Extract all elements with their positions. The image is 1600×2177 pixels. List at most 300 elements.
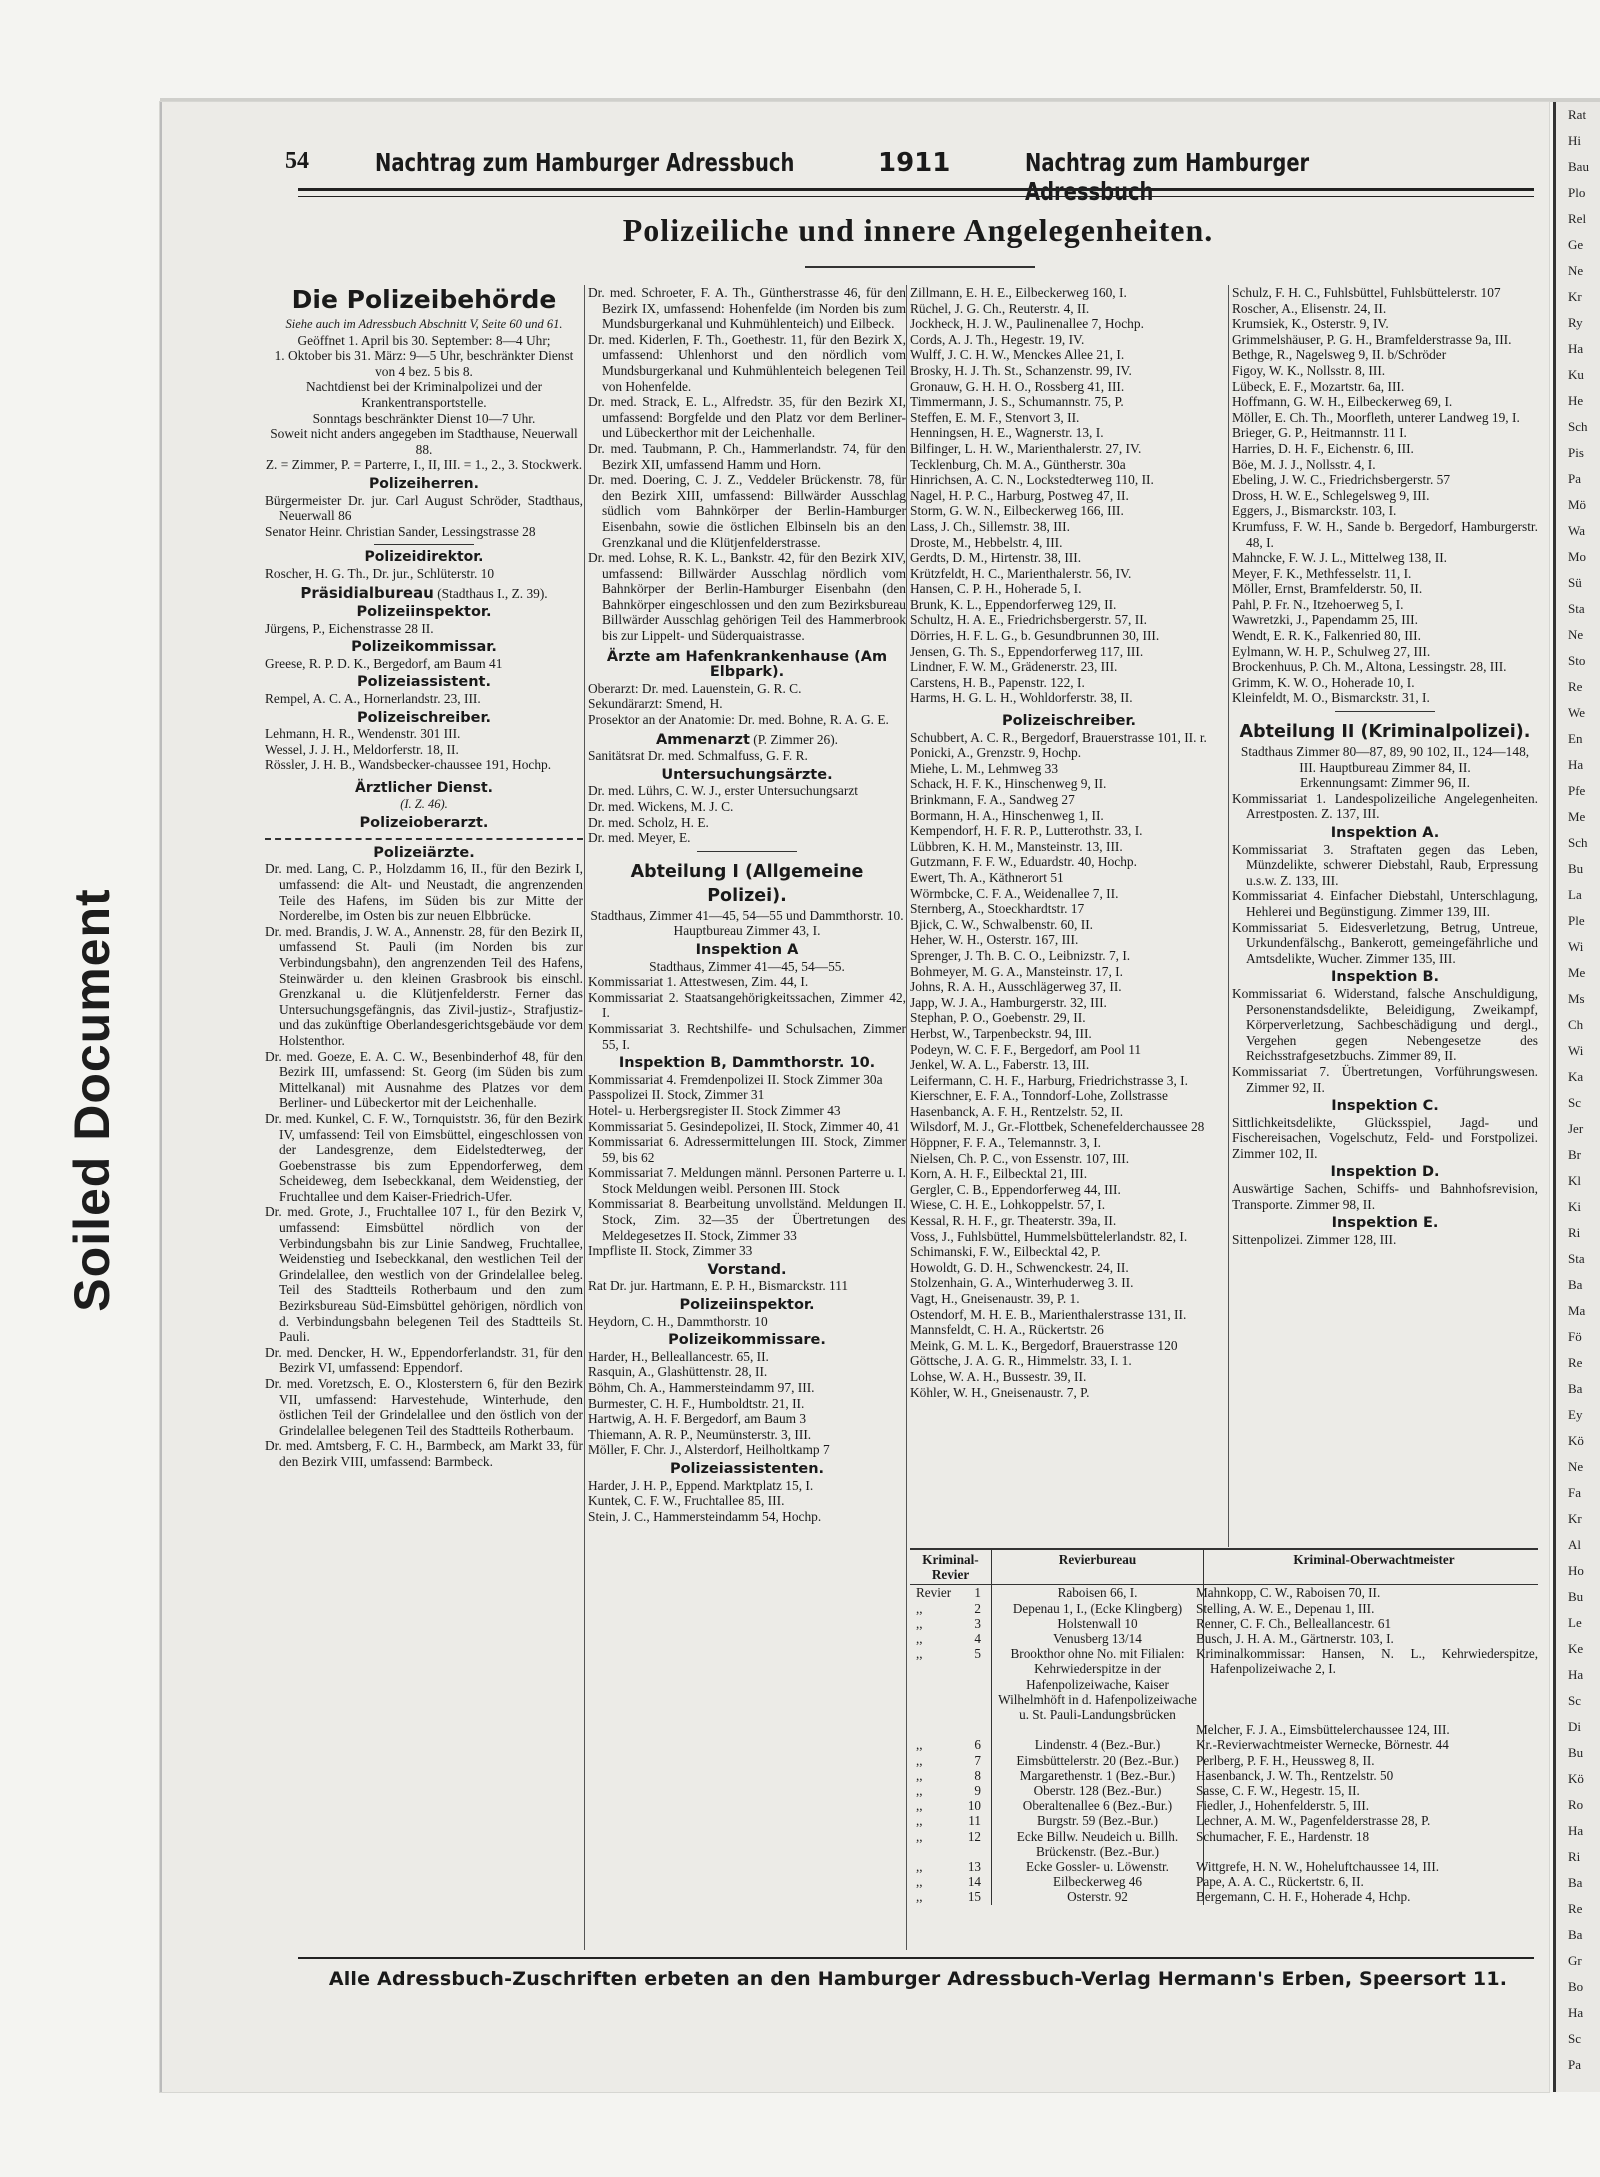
- revier-label: ,,: [916, 1615, 923, 1631]
- revier-number: 7: [974, 1752, 981, 1768]
- list-item: Göttsche, J. A. G. R., Himmelstr. 33, I. 1.: [910, 1353, 1132, 1369]
- title-rule: [805, 266, 1035, 268]
- list-item: Dr. med. Brandis, J. W. A., Annenstr. 28, für den Bezirk II, umfassend St. Pauli (im Norden bis zur Verbindungsbahn), den angrenzenden Teil des Hafens, Steinwärder u. den kleinen Grasbrook bis einschl. Grenzkanal u. die Klütjenfelderstr. Ferner das Untersuchungsgefängnis, das Zivil-justiz-, Strafjustiz- und das zukünftige Oberlandesgerichtsgebäude vor dem Holstenthor.: [265, 923, 583, 1048]
- next-page-fragment: Br: [1568, 1147, 1581, 1162]
- next-page-fragment: Ry: [1568, 315, 1583, 330]
- list-item: Passpolizei II. Stock, Zimmer 31: [588, 1087, 765, 1103]
- subheading: Vorstand.: [707, 1261, 787, 1278]
- revier-label: Revier: [916, 1585, 952, 1601]
- revier-cell: [910, 1616, 992, 1631]
- next-page-fragment: Re: [1568, 679, 1583, 694]
- list-item: Brosky, H. J. Th. St., Schanzenstr. 99, IV.: [910, 362, 1132, 378]
- subheading: Polizeidirektor.: [364, 549, 484, 566]
- subheading: Polizeikommissare.: [668, 1332, 826, 1349]
- next-page-fragment: Kr: [1568, 289, 1582, 304]
- column-divider: [1228, 285, 1229, 1547]
- list-item: Gronauw, G. H. H. O., Rossberg 41, III.: [910, 378, 1125, 394]
- next-page-fragment: Ba: [1568, 1381, 1583, 1396]
- entry: Greese, R. P. D. K., Bergedorf, am Baum 41: [265, 655, 503, 671]
- subheading: Inspektion B.: [1331, 969, 1439, 986]
- list-item: Dr. med. Scholz, H. E.: [588, 814, 709, 830]
- revier-number: 14: [967, 1874, 981, 1890]
- table-row: [910, 1753, 1538, 1768]
- list-item: Dr. med. Wickens, M. J. C.: [588, 799, 734, 814]
- list-item: Dr. med. Goeze, E. A. C. W., Besenbinderhof 48, für den Bezirk III, umfassend: St. Georg (im Süden bis zum Mittelkanal) mit Ausnahme des Platzes vor dem Berliner- und Lübeckertor mit der Leichenhalle.: [265, 1048, 583, 1111]
- entry-list: [1232, 285, 1538, 706]
- list-item: Nielsen, Ch. P. C., von Essenstr. 107, III.: [910, 1150, 1130, 1166]
- next-page-fragment: Bu: [1568, 1589, 1584, 1604]
- list-item: Kommissariat 3. Rechtshilfe- und Schulsachen, Zimmer 55, I.: [588, 1020, 906, 1052]
- next-page-fragment: Kö: [1568, 1771, 1584, 1786]
- running-title-left: Nachtrag zum Hamburger Adressbuch: [375, 148, 795, 177]
- next-page-fragment: Re: [1568, 1355, 1583, 1370]
- subheading: Ammenarzt: [655, 731, 750, 748]
- list-item: Meyer, F. K., Methfesselstr. 11, I.: [1232, 565, 1412, 581]
- next-page-fragment: Ri: [1568, 1849, 1581, 1864]
- list-item: Gutzmann, F. F. W., Eduardstr. 40, Hochp.: [910, 854, 1137, 870]
- list-item: Sprenger, J. Th. B. C. O., Leibnizstr. 7, I.: [910, 947, 1131, 963]
- list-item: Howoldt, G. D. H., Schwenckestr. 24, II.: [910, 1259, 1129, 1275]
- bureau-cell: Osterstr. 92: [992, 1889, 1204, 1904]
- list-item: Sternberg, A., Stoeckhardtstr. 17: [910, 901, 1085, 917]
- next-page-fragment: Sü: [1568, 575, 1582, 590]
- location-note: (Stadthaus I., Z. 39).: [437, 585, 548, 601]
- list-item: Wawretzki, J., Papendamm 25, III.: [1232, 612, 1418, 628]
- list-item: Dross, H. W. E., Schlegelsweg 9, III.: [1232, 487, 1430, 503]
- list-item: Ostendorf, M. H. E. B., Marienthalerstrasse 131, II.: [910, 1306, 1187, 1322]
- revier-cell: [910, 1737, 992, 1752]
- entry-list: [910, 730, 1228, 1401]
- list-item: Nachtdienst bei der Kriminalpolizei und der Krankentransportstelle.: [305, 379, 543, 410]
- subheading: Inspektion C.: [1331, 1098, 1439, 1115]
- list-item: Eylmann, W. H. P., Schulweg 27, III.: [1232, 643, 1431, 659]
- next-page-fragment: Ha: [1568, 1667, 1584, 1682]
- next-page-fragment: Ge: [1568, 237, 1584, 252]
- list-item: Kommissariat 7. Meldungen männl. Personen Parterre u. I. Stock Meldungen weibl. Personen III. Stock: [588, 1165, 906, 1196]
- next-page-fragment: Hi: [1568, 133, 1581, 148]
- next-page-fragment: Bo: [1568, 1979, 1584, 1994]
- list-item: Harms, H. G. L. H., Wohldorferstr. 38, II.: [910, 690, 1133, 706]
- list-item: Kempendorf, H. F. R. P., Lutterothstr. 33, I.: [910, 823, 1143, 839]
- subheading: Polizeiassistenten.: [669, 1460, 825, 1477]
- list-item: Kommissariat 5. Gesindepolizei, II. Stock, Zimmer 40, 41: [588, 1118, 900, 1134]
- list-item: Kommissariat 7. Übertretungen, Vorführungswesen. Zimmer 92, II.: [1232, 1063, 1538, 1095]
- list-item: Bohmeyer, M. G. A., Mansteinstr. 17, I.: [910, 963, 1123, 979]
- list-item: Cords, A. J. Th., Hegestr. 19, IV.: [910, 331, 1085, 347]
- subheading: Inspektion A: [695, 941, 799, 958]
- entry-list: [265, 493, 583, 540]
- subheading: Polizeikommissar.: [351, 639, 497, 656]
- header-year: 1911: [878, 148, 951, 178]
- subheading: Polizeiärzte.: [373, 844, 475, 861]
- revier-cell: [910, 1889, 992, 1904]
- entry: Jürgens, P., Eichenstrasse 28 II.: [265, 620, 434, 636]
- list-item: Dr. med. Grote, J., Fruchtallee 107 I., für den Bezirk V, umfassend: Eimsbüttel nördlich von der Verbindungsbahn bis zur Linie Sandweg, Fruchtallee, Weidenstieg und Isebeckkanal, den westlichen Teil der Grindelallee, den westlich von der Grindelallee beleg. Teil des Stadtteils Rotherbaum und den zum Bezirksbureau Süd-Eimsbüttel gehörigen, nördlich von d. Verbindungsbahn belegenen Teil des Stadtteils St. Pauli.: [265, 1204, 583, 1345]
- list-item: Lehmann, H. R., Wendenstr. 301 III.: [265, 726, 461, 742]
- list-item: Krumfuss, F. W. H., Sande b. Bergedorf, Hamburgerstr. 48, I.: [1232, 518, 1538, 550]
- list-item: Kommissariat 3. Straftaten gegen das Leben, Münzdelikte, schwerer Diebstahl, Raub, Erpressung u.s.w. Z. 133, III.: [1232, 841, 1538, 888]
- table-row: [910, 1813, 1538, 1828]
- list-item: Dr. med. Voretzsch, E. O., Klosterstern 6, für den Bezirk VII, umfassend: Harvestehude, Winterhude, den östlichen Teil der Grindelallee und den östlich von der Grindelallee belegenen Teil des Stadtteils Rotherbaum.: [265, 1376, 583, 1438]
- subheading: Polizeischreiber.: [1001, 713, 1137, 730]
- entry: Sanitätsrat Dr. med. Schmalfuss, G. F. R.: [588, 748, 808, 764]
- oberwachtmeister-cell: Melcher, F. J. A., Eimsbüttelerchaussee 124, III.: [1196, 1722, 1450, 1738]
- subheading: Polizeioberarzt.: [359, 815, 489, 832]
- list-item: Jockheck, H. J. W., Paulinenallee 7, Hochp.: [910, 316, 1144, 332]
- next-page-fragment: Ha: [1568, 341, 1584, 356]
- next-page-fragment: Me: [1568, 965, 1586, 980]
- next-page-fragment: Sto: [1568, 653, 1586, 668]
- bureau-cell: [992, 1722, 1204, 1737]
- oberwachtmeister-cell: Fiedler, J., Hohenfelderstr. 5, III.: [1196, 1798, 1370, 1814]
- next-page-fragment: We: [1568, 705, 1585, 720]
- subheading: Inspektion A.: [1330, 825, 1440, 841]
- list-item: Kommissariat 8. Bearbeitung unvollständ. Meldungen II. Stock, Zim. 32—35 der Übertretungen des Meldegesetzes II. Stock, Zimmer 33: [588, 1196, 906, 1243]
- list-item: Miehe, L. M., Lehmweg 33: [910, 760, 1059, 776]
- list-item: Kommissariat 5. Eidesverletzung, Betrug, Untreue, Urkundenfälschg., Bankerott, gemeingefährliche und Amtsdelikte, Wucher. Zimmer 135, III.: [1232, 919, 1538, 966]
- list-item: Dörries, H. F. L. G., b. Gesundbrunnen 30, III.: [910, 628, 1160, 644]
- list-item: Dr. med. Lührs, C. W. J., erster Untersuchungsarzt: [588, 783, 858, 799]
- next-page-fragment: Kr: [1568, 1511, 1582, 1526]
- list-item: Bormann, H. A., Hinschenweg 1, II.: [910, 807, 1104, 823]
- column-header: Kriminal-Revier: [910, 1550, 992, 1585]
- list-item: Schubbert, A. C. R., Bergedorf, Brauerstrasse 101, II. r.: [910, 729, 1207, 745]
- list-item: Krützfeldt, H. C., Marienthalerstr. 56, IV.: [910, 565, 1132, 581]
- revier-number: 4: [974, 1631, 981, 1647]
- list-item: Wulff, J. C. H. W., Menckes Allee 21, I.: [910, 347, 1125, 363]
- subheading: Polizeiherren.: [369, 475, 479, 492]
- next-page-fragment: Mo: [1568, 549, 1587, 564]
- oberwachtmeister-cell: Busch, J. H. A. M., Gärtnerstr. 103, I.: [1196, 1631, 1394, 1647]
- list-item: Bethge, R., Nagelsweg 9, II. b/Schröder: [1232, 347, 1447, 363]
- list-item: Mannsfeldt, C. H. A., Rückertstr. 26: [910, 1322, 1104, 1338]
- list-item: Rössler, J. H. B., Wandsbecker-chaussee 191, Hochp.: [265, 757, 552, 773]
- list-item: Höppner, F. F. A., Telemannstr. 3, I.: [910, 1135, 1102, 1151]
- list-item: Krumsiek, K., Osterstr. 9, IV.: [1232, 316, 1389, 332]
- next-page-fragment: Pa: [1568, 471, 1581, 486]
- page-number: 54: [285, 148, 309, 174]
- revier-table: [910, 1548, 1538, 1905]
- list-item: Dr. med. Meyer, E.: [588, 830, 691, 846]
- list-item: Soweit nicht anders angegeben im Stadthause, Neuerwall 88.: [270, 426, 578, 457]
- oberwachtmeister-cell: Hasenbanck, J. W. Th., Rentzelstr. 50: [1196, 1767, 1394, 1783]
- oberwachtmeister-cell: Kriminalkommissar: Hansen, N. L., Kehrwiederspitze, Hafenpolizeiwache 2, I.: [1196, 1646, 1538, 1677]
- list-item: Pahl, P. Fr. N., Itzehoerweg 5, I.: [1232, 596, 1404, 612]
- next-page-fragment: Le: [1568, 1615, 1582, 1630]
- list-item: Brieger, G. P., Heitmannstr. 11 I.: [1232, 425, 1407, 441]
- list-item: 1. Oktober bis 31. März: 9—5 Uhr, beschränkter Dienst von 4 bez. 5 bis 8.: [274, 348, 574, 379]
- next-page-fragment: Ha: [1568, 1823, 1584, 1838]
- next-page-fragment: Wi: [1568, 1043, 1584, 1058]
- entry-list: [588, 974, 906, 1052]
- bureau-cell: Holstenwall 10: [992, 1616, 1204, 1631]
- list-item: Wilsdorf, M. J., Gr.-Flottbek, Schenefelderchaussee 28: [910, 1119, 1205, 1135]
- list-item: Lindner, F. W. M., Grädenerstr. 23, III.: [910, 659, 1118, 675]
- entry-list: [265, 861, 583, 1469]
- table-row: [910, 1798, 1538, 1813]
- table-row: [910, 1859, 1538, 1874]
- list-item: Podeyn, W. C. F. F., Bergedorf, am Pool 11: [910, 1041, 1142, 1057]
- revier-label: ,,: [916, 1783, 923, 1799]
- revier-number: 15: [967, 1889, 981, 1905]
- next-page-fragment: Pfe: [1568, 783, 1586, 798]
- divider: [1335, 711, 1435, 712]
- list-item: Rasquin, A., Glashüttenstr. 28, II.: [588, 1364, 768, 1380]
- next-page-fragment: Jer: [1568, 1121, 1584, 1136]
- list-item: Ebeling, J. W. C., Friedrichsbergerstr. 57: [1232, 472, 1451, 488]
- revier-label: ,,: [916, 1874, 923, 1890]
- revier-cell: [910, 1646, 992, 1722]
- table-row: [910, 1737, 1538, 1752]
- list-item: Stein, J. C., Hammersteindamm 54, Hochp.: [588, 1508, 822, 1524]
- next-page-fragment: Pis: [1568, 445, 1584, 460]
- revier-number: 6: [974, 1737, 981, 1753]
- next-page-fragment: Ho: [1568, 1563, 1584, 1578]
- list-item: Dr. med. Dencker, H. W., Eppendorferlandstr. 31, für den Bezirk VI, umfassend: Eppendorf.: [265, 1344, 583, 1376]
- list-item: Burmester, C. H. F., Humboldtstr. 21, II.: [588, 1395, 805, 1411]
- list-item: Stephan, P. O., Goebenstr. 29, II.: [910, 1010, 1086, 1026]
- list-item: Eggers, J., Bismarckstr. 103, I.: [1232, 503, 1397, 519]
- list-item: Möller, F. Chr. J., Alsterdorf, Heilholtkamp 7: [588, 1442, 830, 1458]
- revier-cell: [910, 1798, 992, 1813]
- table-row: [910, 1722, 1538, 1737]
- column-2: [588, 285, 906, 1524]
- list-item: Nagel, H. P. C., Harburg, Postweg 47, II.: [910, 487, 1129, 503]
- oberwachtmeister-cell: Wittgrefe, H. N. W., Hoheluftchaussee 14, III.: [1196, 1859, 1440, 1875]
- table-row: [910, 1631, 1538, 1646]
- next-page-fragment: Ba: [1568, 1927, 1583, 1942]
- list-item: Jenkel, W. A. L., Faberstr. 13, III.: [910, 1057, 1090, 1073]
- list-item: Kessal, R. H. F., gr. Theaterstr. 39a, II.: [910, 1213, 1117, 1229]
- subheading: Polizeiassistent.: [357, 674, 491, 691]
- revier-label: ,,: [916, 1767, 923, 1783]
- entry-list: [588, 681, 906, 728]
- list-item: Dr. med. Schroeter, F. A. Th., Güntherstrasse 46, für den Bezirk IX, umfassend: Hohenfelde (im Norden bis zum Mundsburgerkanal und Kuhmühlenteich) und Eilbeck.: [588, 285, 906, 332]
- bureau-cell: Venusberg 13/14: [992, 1631, 1204, 1646]
- revier-cell: [910, 1829, 992, 1859]
- list-item: Köhler, W. H., Gneisenaustr. 7, P.: [910, 1384, 1090, 1400]
- revier-cell: [910, 1601, 992, 1616]
- list-item: Kommissariat 4. Einfacher Diebstahl, Unterschlagung, Hehlerei und Begünstigung. Zimmer 139, III.: [1232, 888, 1538, 919]
- entry: Auswärtige Sachen, Schiffs- und Bahnhofsrevision, Transporte. Zimmer 98, II.: [1232, 1181, 1538, 1212]
- revier-number: 8: [974, 1767, 981, 1783]
- revier-label: ,,: [916, 1646, 923, 1662]
- bureau-cell: Burgstr. 59 (Bez.-Bur.): [992, 1813, 1204, 1828]
- list-item: Ponicki, A., Grenzstr. 9, Hochp.: [910, 745, 1082, 761]
- entry-list: [265, 726, 583, 773]
- next-page-fragment: Kö: [1568, 1433, 1584, 1448]
- next-page-fragment: Sc: [1568, 1693, 1581, 1708]
- department-heading: Abteilung II (Kriminalpolizei).: [1239, 722, 1531, 743]
- entry-list: [588, 285, 906, 644]
- table-row: [910, 1783, 1538, 1798]
- next-page-fragment: Sch: [1568, 835, 1588, 850]
- list-item: Schimanski, F. W., Eilbecktal 42, P.: [910, 1244, 1101, 1260]
- list-item: Brunk, K. L., Eppendorferweg 129, II.: [910, 596, 1117, 612]
- next-page-fragment: Ma: [1568, 1303, 1586, 1318]
- revier-cell: [910, 1722, 992, 1737]
- list-item: Vagt, H., Gneisenaustr. 39, P. 1.: [910, 1291, 1080, 1306]
- oberwachtmeister-cell: Perlberg, P. F. H., Heussweg 8, II.: [1196, 1752, 1375, 1768]
- reference-note: Siehe auch im Adressbuch Abschnitt V, Seite 60 und 61.: [285, 317, 563, 331]
- subheading: Inspektion B, Dammthorstr. 10.: [618, 1055, 876, 1072]
- bureau-cell: Oberstr. 128 (Bez.-Bur.): [992, 1783, 1204, 1798]
- footer-notice: Alle Adressbuch-Zuschriften erbeten an den Hamburger Adressbuch-Verlag Hermann's Erben, Speersort 11.: [328, 1968, 1508, 1990]
- table-row: [910, 1646, 1538, 1722]
- entry-list: [588, 1072, 906, 1259]
- next-page-fragment: Ba: [1568, 1875, 1583, 1890]
- table-body: [910, 1585, 1538, 1904]
- list-item: Timmermann, J. S., Schumannstr. 75, P.: [910, 394, 1124, 410]
- next-page-fragment: Ha: [1568, 2005, 1584, 2020]
- bureau-cell: Raboisen 66, I.: [992, 1585, 1204, 1600]
- next-page-fragment: Ple: [1568, 913, 1585, 928]
- list-item: Dr. med. Kiderlen, F. Th., Goethestr. 11, für den Bezirk X, umfassend: Uhlenhorst und den nördlich vom Mundsburgerkanal und Kuhmühlenteich belegenen Teil von Hohenfelde.: [588, 331, 906, 394]
- list-item: Möller, E. Ch. Th., Moorfleth, unterer Landweg 19, I.: [1232, 409, 1520, 425]
- list-item: Wörmbcke, C. F. A., Weidenallee 7, II.: [910, 885, 1119, 901]
- next-page-fragment: Gr: [1568, 1953, 1582, 1968]
- oberwachtmeister-cell: Mahnkopp, C. W., Raboisen 70, II.: [1196, 1585, 1381, 1601]
- bureau-cell: Ecke Gossler- u. Löwenstr.: [992, 1859, 1204, 1874]
- next-page-fragment: Di: [1568, 1719, 1581, 1734]
- revier-number: 9: [974, 1783, 981, 1799]
- list-item: Kommissariat 2. Staatsangehörigkeitssachen, Zimmer 42, I.: [588, 989, 906, 1021]
- list-item: Wiese, C. H. E., Lohkoppelstr. 57, I.: [910, 1197, 1106, 1213]
- list-item: Sonntags beschränkter Dienst 10—7 Uhr.: [312, 410, 536, 426]
- next-page-fragment: Rat: [1568, 107, 1587, 122]
- next-page-fragment: Sta: [1568, 601, 1585, 616]
- oberwachtmeister-cell: Sasse, C. F. W., Hegestr. 15, II.: [1196, 1783, 1360, 1799]
- revier-number: 2: [974, 1600, 981, 1616]
- next-page-fragment: Ne: [1568, 1459, 1584, 1474]
- list-item: Dr. med. Lang, C. P., Holzdamm 16, II., für den Bezirk I, umfassend: die Alt- und Neustadt, die angrenzenden Teile des Hafens, im Süden bis zur Mitte der Norderelbe, im Osten bis zur neuen Elbbrücke.: [265, 861, 583, 924]
- revier-number: 5: [974, 1646, 981, 1662]
- subheading: Polizeiinspektor.: [356, 604, 492, 621]
- dashed-divider: [265, 838, 583, 840]
- list-item: Kierschner, E. F. A., Tonndorf-Lohe, Zollstrasse: [910, 1088, 1168, 1104]
- bureau-cell: Eimsbüttelerstr. 20 (Bez.-Bur.): [992, 1753, 1204, 1768]
- subheading: Inspektion E.: [1331, 1215, 1439, 1232]
- list-item: Böhm, Ch. A., Hammersteindamm 97, III.: [588, 1380, 815, 1395]
- header-rule: [298, 188, 1534, 197]
- location-note: Stadthaus Zimmer 80—87, 89, 90 102, II., 124—148, III. Hauptbureau Zimmer 84, II.: [1240, 744, 1530, 775]
- entry: Sittenpolizei. Zimmer 128, III.: [1232, 1231, 1397, 1247]
- list-item: Meink, G. M. L. K., Bergedorf, Brauerstrasse 120: [910, 1337, 1178, 1353]
- list-item: Harder, H., Belleallancestr. 65, II.: [588, 1348, 769, 1364]
- revier-cell: [910, 1585, 992, 1600]
- next-page-fragment: Bu: [1568, 861, 1584, 876]
- entry-list: [588, 1349, 906, 1458]
- list-item: Herbst, W., Tarpenbeckstr. 94, III.: [910, 1025, 1092, 1041]
- revier-label: ,,: [916, 1737, 923, 1753]
- next-page-fragment: Kl: [1568, 1173, 1581, 1188]
- oberwachtmeister-cell: Kr.-Revierwachtmeister Wernecke, Börnestr. 44: [1196, 1737, 1449, 1753]
- bureau-cell: Lindenstr. 4 (Bez.-Bur.): [992, 1737, 1204, 1752]
- next-page-fragment: En: [1568, 731, 1583, 746]
- list-item: Oberarzt: Dr. med. Lauenstein, G. R. C.: [588, 680, 802, 696]
- list-item: Jensen, G. Th. S., Eppendorferweg 117, III.: [910, 643, 1144, 659]
- bureau-cell: Ecke Billw. Neudeich u. Billh. Brückenstr. (Bez.-Bur.): [992, 1829, 1204, 1859]
- list-item: Kommissariat 6. Adressermittelungen III. Stock, Zimmer 59, bis 62: [588, 1134, 906, 1165]
- location-note: Stadthaus, Zimmer 41—45, 54—55 und Dammthorstr. 10. Hauptbureau Zimmer 43, I.: [590, 907, 904, 939]
- list-item: Harries, D. H. F., Eichenstr. 6, III.: [1232, 440, 1414, 456]
- column-3: [910, 285, 1228, 1400]
- list-item: Figoy, W. K., Nollsstr. 8, III.: [1232, 362, 1386, 378]
- list-item: Lübbren, K. H. M., Mansteinstr. 13, III.: [910, 838, 1123, 854]
- next-page-fragment: Al: [1568, 1537, 1581, 1552]
- list-item: Heher, W. H., Osterstr. 167, III.: [910, 932, 1079, 948]
- next-page-fragment: Ms: [1568, 991, 1585, 1006]
- revier-number: 13: [967, 1859, 981, 1875]
- next-page-fragment: Fö: [1568, 1329, 1582, 1344]
- list-item: Brockenhuus, P. Ch. M., Altona, Lessingstr. 28, III.: [1232, 659, 1507, 675]
- revier-label: ,,: [916, 1859, 923, 1875]
- next-page-fragment: Plo: [1568, 185, 1586, 200]
- list-item: Johns, R. A. H., Ausschlägerweg 37, II.: [910, 979, 1122, 995]
- list-item: Möller, Ernst, Bramfelderstr. 50, II.: [1232, 581, 1423, 597]
- bureau-cell: Brookthor ohne No. mit Filialen: Kehrwiederspitze in der Hafenpolizeiwache, Kaiser Wilhelmhöft in d. Hafenpolizeiwache u. St. Pauli-Landungsbrücken: [992, 1646, 1204, 1722]
- subheading: Inspektion D.: [1330, 1164, 1440, 1181]
- revier-label: ,,: [916, 1631, 923, 1647]
- subheading: Ärztlicher Dienst.: [355, 780, 493, 797]
- next-page-fragment: Ha: [1568, 757, 1584, 772]
- next-page-fragment: Fa: [1568, 1485, 1581, 1500]
- list-item: Bilfinger, L. H. W., Marienthalerstr. 27, IV.: [910, 440, 1142, 456]
- list-item: Schack, H. F. K., Hinschenweg 9, II.: [910, 776, 1107, 792]
- entry: Sittlichkeitsdelikte, Glücksspiel, Jagd- und Fischereisachen, Vogelschutz, Feld- und Forstpolizei. Zimmer 102, II.: [1232, 1114, 1538, 1161]
- list-item: Thiemann, A. R. P., Neumünsterstr. 3, III.: [588, 1426, 812, 1442]
- list-item: Dr. med. Amtsberg, F. C. H., Barmbeck, am Markt 33, für den Bezirk VIII, umfassend: Barmbeck.: [265, 1438, 583, 1469]
- list-item: Storm, G. W. N., Eilbeckerweg 166, III.: [910, 503, 1124, 519]
- list-item: Leifermann, C. H. F., Harburg, Friedrichstrasse 3, I.: [910, 1072, 1188, 1088]
- list-item: Mahncke, F. W. J. L., Mittelweg 138, II.: [1232, 550, 1448, 566]
- entry-list: [588, 1478, 906, 1525]
- list-item: Kommissariat 6. Widerstand, falsche Anschuldigung, Personenstandsdelikte, Beleidigung, Zweikampf, Körperverletzung, Sachbeschädigung und dergl., Vergehen gegen Nebengesetze des Reichsstrafgesetzbuchs. Zimmer 89, II.: [1232, 985, 1538, 1064]
- table-row: [910, 1616, 1538, 1631]
- page-header: [285, 146, 1540, 206]
- list-item: Senator Heinr. Christian Sander, Lessingstrasse 28: [265, 523, 536, 539]
- revier-cell: [910, 1874, 992, 1889]
- oberwachtmeister-cell: Schumacher, F. E., Hardenstr. 18: [1196, 1828, 1370, 1844]
- opening-hours: [265, 333, 583, 473]
- bureau-cell: Oberaltenallee 6 (Bez.-Bur.): [992, 1798, 1204, 1813]
- list-item: Hartwig, A. H. F. Bergedorf, am Baum 3: [588, 1411, 807, 1427]
- list-item: Kuntek, C. F. W., Fruchtallee 85, III.: [588, 1493, 785, 1509]
- revier-label: ,,: [916, 1813, 923, 1829]
- table-row: [910, 1601, 1538, 1616]
- list-item: Korn, A. H. F., Eilbecktal 21, III.: [910, 1166, 1088, 1182]
- next-page-fragment: Sc: [1568, 2031, 1581, 2046]
- list-item: Carstens, H. B., Papenstr. 122, I.: [910, 674, 1085, 690]
- list-item: Henningsen, H. E., Wagnerstr. 13, I.: [910, 425, 1104, 441]
- list-item: Hinrichsen, A. C. N., Lockstedterweg 110, II.: [910, 472, 1154, 488]
- list-item: Grimmelshäuser, P. G. H., Bramfelderstrasse 9a, III.: [1232, 331, 1512, 347]
- bureau-cell: Margarethenstr. 1 (Bez.-Bur.): [992, 1768, 1204, 1783]
- list-item: Tecklenburg, Ch. M. A., Güntherstr. 30a: [910, 456, 1126, 472]
- list-item: Hotel- u. Herbergsregister II. Stock Zimmer 43: [588, 1102, 841, 1118]
- list-item: Dr. med. Lohse, R. K. L., Bankstr. 42, für den Bezirk XIV, umfassend: Billwärder Ausschlag nördlich vom Bahnkörper der Berlin-Hamburger Eisenbahn (den Bahnkörper eingeschlossen und den zum Bezirksbureau Billwärder Ausschlag gehörigen Teil des Hammerbrook bis zur Lippelt- und Süderquaistrasse.: [588, 550, 906, 644]
- list-item: Steffen, E. M. F., Stenvort 3, II.: [910, 409, 1080, 425]
- next-page-fragment: La: [1568, 887, 1582, 902]
- entry: Roscher, H. G. Th., Dr. jur., Schlüterstr. 10: [265, 565, 495, 581]
- list-item: Rüchel, J. G. Ch., Reuterstr. 4, II.: [910, 300, 1090, 316]
- column-header: Kriminal-Oberwachtmeister: [1204, 1550, 1538, 1585]
- bureau-cell: Depenau 1, I., (Ecke Klingberg): [992, 1601, 1204, 1616]
- revier-label: ,,: [916, 1600, 923, 1616]
- next-page-edge: [1553, 102, 1600, 2092]
- list-item: Zillmann, E. H. E., Eilbeckerweg 160, I.: [910, 285, 1127, 300]
- list-item: Ewert, Th. A., Käthnerort 51: [910, 869, 1064, 885]
